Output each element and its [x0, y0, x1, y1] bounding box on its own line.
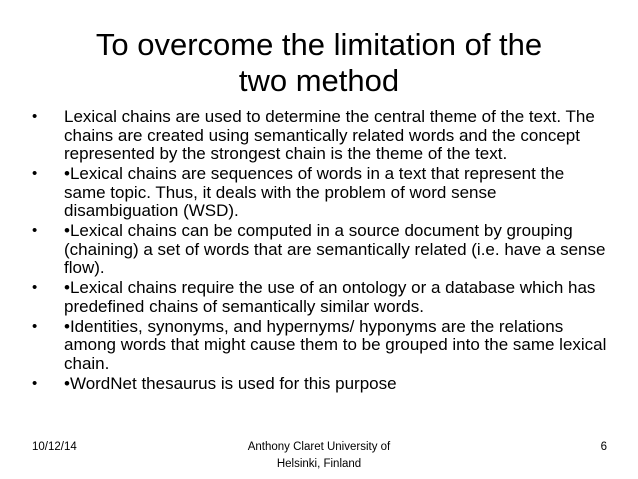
- bullet-text: Lexical chains are used to determine the central theme of the text. The chains are created using semantically related words and the concept represented by the strongest chain is the theme of the text.: [64, 107, 595, 163]
- slide-title-line2: two method: [238, 63, 400, 98]
- footer-author-line1: Anthony Claret University of: [247, 441, 391, 453]
- bullet-item: [32, 222, 607, 278]
- bullet-marker: •: [32, 108, 38, 125]
- bullet-marker: •: [32, 279, 38, 296]
- bullet-marker: •: [32, 222, 38, 239]
- bullet-text: •Lexical chains are sequences of words in a text that represent the same topic. Thus, it deals with the problem of word sense disambiguation (WSD).: [64, 164, 565, 220]
- bullet-text: •Lexical chains require the use of an ontology or a database which has predefined chains of semantically similar words.: [64, 278, 596, 316]
- footer-author-line2: Helsinki, Finland: [276, 458, 362, 470]
- slide-title: [40, 27, 598, 99]
- bullet-item: [32, 318, 607, 374]
- footer-date: 10/12/14: [32, 441, 77, 453]
- bullet-marker: •: [32, 374, 38, 392]
- bullet-text: •Identities, synonyms, and hypernyms/ hyponyms are the relations among words that might cause them to be grouped into the same lexical chain.: [64, 316, 607, 373]
- bullet-marker: •: [32, 165, 38, 182]
- bullet-text: •WordNet thesaurus is used for this purpose: [64, 373, 397, 393]
- footer-author: [210, 439, 428, 473]
- bullet-item: [32, 108, 607, 164]
- bullet-marker: •: [32, 317, 38, 335]
- bullet-item: [32, 279, 607, 316]
- bullet-item: [32, 165, 607, 221]
- footer-page-number: 6: [600, 441, 607, 453]
- slide-title-line1: To overcome the limitation of the: [95, 27, 543, 62]
- bullet-item: [32, 375, 607, 394]
- bullet-text: •Lexical chains can be computed in a source document by grouping (chaining) a set of words that are semantically related (i.e. have a sense flow).: [64, 221, 606, 277]
- bullet-list: [32, 108, 607, 395]
